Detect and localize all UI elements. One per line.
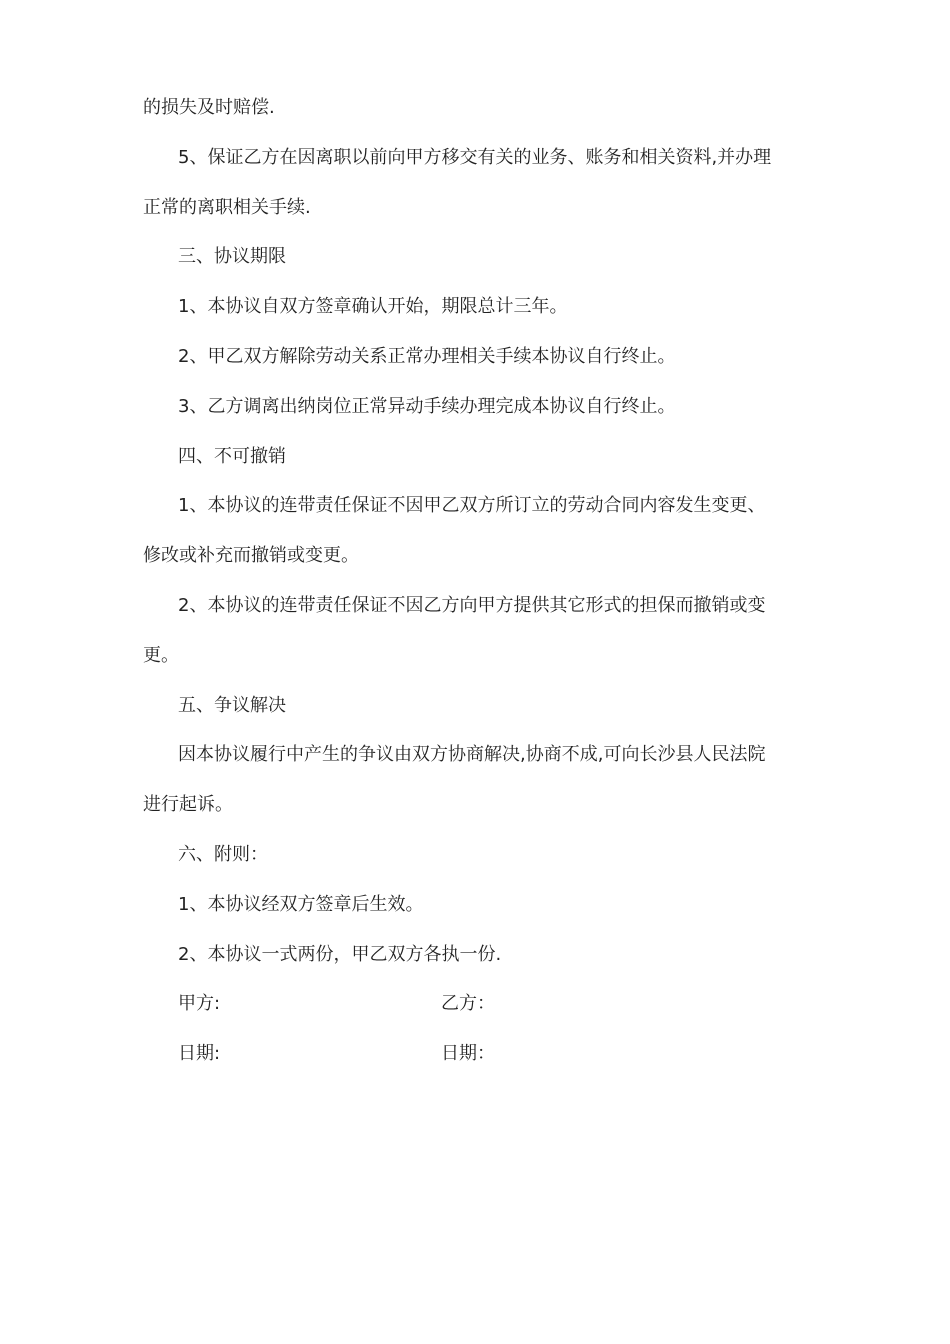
body-line: 2、本协议一式两份，甲乙双方各执一份. [178, 943, 502, 965]
body-line: 1、本协议经双方签章后生效。 [178, 893, 424, 915]
section-heading: 六、附则： [178, 843, 268, 865]
body-line: 进行起诉。 [143, 794, 233, 816]
date-b-label: 日期： [441, 1043, 495, 1065]
body-line: 因本协议履行中产生的争议由双方协商解决,协商不成,可向长沙县人民法院 [178, 744, 766, 766]
body-line: 修改或补充而撤销或变更。 [143, 545, 359, 567]
section-heading: 五、争议解决 [178, 694, 286, 716]
section-heading: 四、不可撤销 [178, 445, 286, 467]
signature-row [143, 979, 813, 1029]
body-line: 3、乙方调离出纳岗位正常异动手续办理完成本协议自行终止。 [178, 395, 676, 417]
document-body [143, 83, 813, 1079]
party-b-label: 乙方： [441, 993, 495, 1015]
date-a-label: 日期: [178, 1043, 221, 1065]
body-line: 5、保证乙方在因离职以前向甲方移交有关的业务、账务和相关资料,并办理 [178, 146, 772, 168]
party-a-label: 甲方: [178, 993, 221, 1015]
date-row [143, 1029, 813, 1079]
section-heading: 三、协议期限 [178, 246, 286, 268]
body-line: 1、本协议自双方签章确认开始，期限总计三年。 [178, 296, 568, 318]
body-line: 2、本协议的连带责任保证不因乙方向甲方提供其它形式的担保而撤销或变 [178, 594, 766, 616]
body-line: 的损失及时赔偿. [143, 97, 275, 118]
body-line: 2、甲乙双方解除劳动关系正常办理相关手续本协议自行终止。 [178, 345, 676, 367]
body-line: 正常的离职相关手续. [143, 196, 311, 218]
body-line: 1、本协议的连带责任保证不因甲乙双方所订立的劳动合同内容发生变更、 [178, 495, 766, 517]
body-line: 更。 [143, 644, 179, 666]
